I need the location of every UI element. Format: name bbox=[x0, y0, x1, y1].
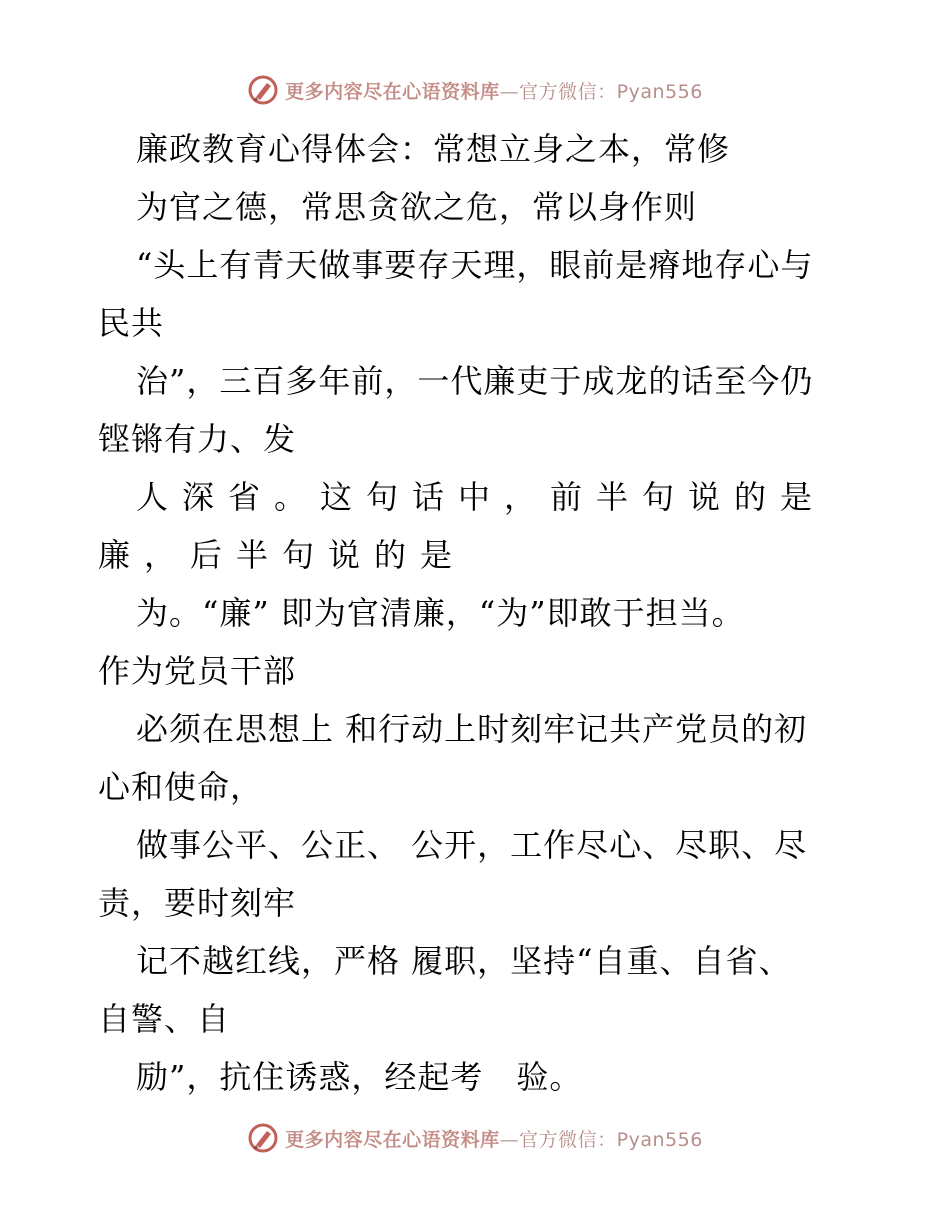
banner-wechat: 官方微信：Pyan556 bbox=[519, 1128, 703, 1151]
pen-logo-icon bbox=[247, 74, 279, 106]
banner-site-name: 更多内容尽在心语资料库 bbox=[285, 80, 500, 103]
text-line: 作为党员干部 bbox=[98, 652, 297, 690]
header-banner bbox=[0, 70, 950, 110]
banner-text bbox=[285, 77, 703, 104]
text-line: 人深省。这句话中，前半句说的是 bbox=[136, 478, 827, 516]
text-line: 治”，三百多年前，一代廉吏于成龙的话至今仍 bbox=[136, 362, 814, 400]
banner-separator: — bbox=[499, 80, 520, 103]
document-body bbox=[98, 120, 858, 1106]
banner-wechat: 官方微信：Pyan556 bbox=[519, 80, 703, 103]
banner-text bbox=[285, 1125, 703, 1152]
text-line: 铿锵有力、发 bbox=[98, 420, 297, 458]
text-line: 记不越红线，严格 履职，坚持“自重、自省、 bbox=[136, 942, 792, 980]
text-line: 必须在思想上 和行动上时刻牢记共产党员的初 bbox=[136, 710, 808, 748]
text-line: 为官之德，常思贪欲之危，常以身作则 bbox=[136, 188, 698, 226]
text-line: 廉政教育心得体会：常想立身之本，常修 bbox=[136, 130, 731, 168]
banner-separator: — bbox=[499, 1128, 520, 1151]
banner-site-name: 更多内容尽在心语资料库 bbox=[285, 1128, 500, 1151]
text-line: 励”，抗住诱惑，经起考 验。 bbox=[136, 1058, 583, 1096]
text-line: 自警、自 bbox=[98, 1000, 231, 1038]
text-line: 做事公平、公正、 公开，工作尽心、尽职、尽 bbox=[136, 826, 808, 864]
text-line: “头上有青天做事要存天理，眼前是瘠地存心与 bbox=[136, 246, 814, 284]
pen-logo-icon bbox=[247, 1122, 279, 1154]
text-line: 心和使命， bbox=[98, 768, 264, 806]
text-line: 为。“廉” 即为官清廉，“为”即敢于担当。 bbox=[136, 594, 745, 632]
text-line: 责，要时刻牢 bbox=[98, 884, 297, 922]
footer-banner bbox=[0, 1118, 950, 1158]
text-line: 廉，后半句说的是 bbox=[98, 536, 467, 574]
text-line: 民共 bbox=[98, 304, 165, 342]
